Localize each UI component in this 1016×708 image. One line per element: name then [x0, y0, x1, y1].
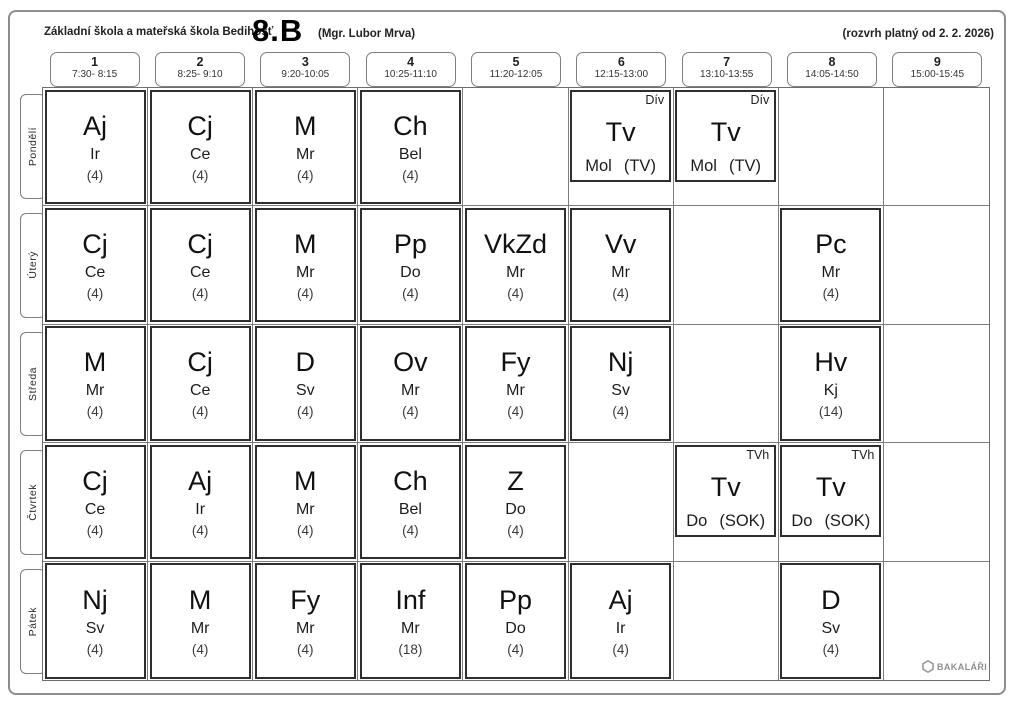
empty-cell	[674, 206, 779, 324]
lesson-subject: Hv	[814, 347, 848, 378]
lesson-teacher: Ir	[615, 619, 626, 637]
lesson-room: (4)	[86, 641, 104, 657]
lesson-subject: Tv	[710, 472, 741, 503]
period-header-2	[155, 52, 245, 87]
lesson-card	[45, 90, 146, 204]
lesson-card	[255, 326, 356, 440]
lesson-subject: Ch	[393, 465, 428, 496]
lesson-teacher: Ce	[189, 145, 211, 163]
empty-cell	[884, 206, 989, 324]
period-time: 9:20-10:05	[281, 69, 330, 80]
lesson-teacher-room	[686, 512, 765, 531]
lesson-teacher: Mr	[295, 619, 315, 637]
period-header-5	[471, 52, 561, 87]
lesson-teacher: Mol	[585, 157, 612, 176]
hexagon-icon	[922, 660, 934, 673]
class-teacher: (Mgr. Lubor Mrva)	[318, 28, 416, 40]
lesson-teacher: Do	[505, 619, 526, 637]
lesson-subject: Pp	[498, 584, 532, 615]
grid-cell	[674, 88, 779, 206]
lesson-card	[255, 563, 356, 678]
day-label-text: Pátek	[27, 606, 39, 637]
lesson-card	[150, 445, 251, 559]
period-time: 10:25-11:10	[384, 69, 437, 80]
lesson-subject: Pc	[815, 229, 847, 260]
lesson-teacher: Mr	[85, 382, 105, 400]
logo-text: BAKALÁŘI	[937, 661, 988, 672]
lesson-card	[360, 563, 461, 678]
lesson-teacher: Do	[505, 500, 526, 518]
lesson-subject: Aj	[188, 465, 213, 496]
lesson-card	[360, 208, 461, 322]
lesson-teacher: Sv	[821, 619, 841, 637]
empty-cell	[463, 88, 568, 206]
lesson-card	[360, 445, 461, 559]
grid-cell	[463, 443, 568, 561]
grid-cell	[148, 206, 253, 324]
lesson-room: (4)	[191, 641, 209, 657]
grid-cell	[148, 443, 253, 561]
lesson-subject: Z	[507, 465, 524, 496]
grid-cell	[253, 443, 358, 561]
lesson-room: (4)	[86, 404, 104, 420]
lesson-subject: M	[83, 347, 107, 378]
lesson-subject: Fy	[500, 347, 531, 378]
lesson-card	[255, 208, 356, 322]
grid-cell	[569, 88, 674, 206]
grid-cell	[674, 443, 779, 561]
period-number: 9	[933, 55, 941, 69]
lesson-subject: Nj	[82, 584, 108, 615]
lesson-room: (4)	[297, 404, 314, 420]
lesson-room: (4)	[297, 286, 314, 302]
lesson-room: (SOK)	[719, 512, 766, 531]
empty-cell	[779, 88, 884, 206]
lesson-subject: Cj	[187, 229, 213, 260]
lesson-room: (SOK)	[824, 512, 871, 531]
lesson-card	[255, 90, 356, 204]
lesson-teacher: Bel	[398, 500, 422, 518]
lesson-teacher: Mr	[190, 619, 210, 637]
lesson-subject: Cj	[187, 110, 213, 141]
lesson-room: (14)	[818, 404, 843, 420]
lesson-card	[150, 326, 251, 440]
grid-cell	[148, 562, 253, 680]
period-time: 15:00-15:45	[910, 69, 965, 80]
empty-cell	[569, 443, 674, 561]
lesson-card	[780, 445, 881, 538]
grid-cell	[569, 325, 674, 443]
lesson-teacher: Ce	[84, 500, 106, 518]
lesson-teacher: Mr	[401, 619, 420, 637]
lesson-room: (4)	[612, 404, 629, 420]
grid-cell	[779, 206, 884, 324]
period-header-8	[787, 52, 877, 87]
period-time: 8:25- 9:10	[177, 69, 223, 80]
lesson-card	[45, 326, 146, 440]
empty-cell	[674, 325, 779, 443]
lesson-room: (4)	[822, 286, 840, 302]
lesson-card	[570, 208, 671, 322]
period-header-1	[50, 52, 140, 87]
lesson-room: (4)	[612, 641, 629, 657]
lesson-teacher: Kj	[823, 382, 838, 400]
lesson-card	[465, 208, 566, 322]
lesson-teacher-room	[585, 157, 656, 176]
lesson-teacher: Sv	[85, 619, 105, 637]
lesson-subject: Tv	[605, 116, 636, 147]
lesson-card	[780, 208, 881, 322]
lesson-room: (4)	[507, 286, 524, 302]
lesson-teacher: Do	[791, 512, 813, 531]
lesson-card	[360, 90, 461, 204]
grid-cell	[253, 562, 358, 680]
grid-cell	[358, 206, 463, 324]
period-number: 8	[828, 55, 836, 69]
lesson-subject: Fy	[290, 584, 321, 615]
lesson-card	[45, 208, 146, 322]
lesson-card	[570, 326, 671, 440]
lesson-teacher: Mol	[690, 157, 717, 176]
lesson-card	[45, 445, 146, 559]
grid-cell	[569, 206, 674, 324]
lesson-group: TVh	[851, 447, 875, 462]
period-number: 5	[512, 55, 520, 69]
lesson-subject: Ov	[393, 347, 428, 378]
lesson-teacher: Do	[400, 264, 421, 282]
grid-cell	[358, 562, 463, 680]
grid-cell	[779, 325, 884, 443]
lesson-teacher: Ir	[90, 145, 100, 163]
lesson-teacher: Do	[686, 512, 708, 531]
empty-cell	[674, 562, 779, 680]
lesson-room: (4)	[822, 641, 840, 657]
period-header-7	[682, 52, 772, 87]
lesson-room: (4)	[86, 522, 104, 538]
lesson-room: (4)	[191, 404, 209, 420]
lesson-room: (4)	[402, 522, 419, 538]
grid-cell	[43, 88, 148, 206]
period-number: 4	[407, 55, 415, 69]
grid-cell	[43, 325, 148, 443]
lesson-card	[780, 326, 881, 440]
lesson-room: (TV)	[728, 157, 762, 176]
lesson-subject: Cj	[82, 465, 108, 496]
lesson-card	[45, 563, 146, 678]
grid-cell	[43, 562, 148, 680]
lesson-teacher: Mr	[611, 264, 630, 282]
lesson-card	[780, 563, 881, 678]
lesson-room: (4)	[402, 167, 419, 183]
grid-cell	[253, 325, 358, 443]
lesson-room: (4)	[191, 286, 209, 302]
lesson-room: (4)	[507, 522, 524, 538]
lesson-subject: Ch	[393, 110, 428, 141]
lesson-card	[255, 445, 356, 559]
period-header-6	[576, 52, 666, 87]
lesson-card	[150, 90, 251, 204]
lesson-room: (4)	[297, 167, 314, 183]
lesson-subject: D	[821, 584, 841, 615]
lesson-room: (4)	[297, 522, 314, 538]
lesson-room: (18)	[398, 641, 423, 657]
lesson-card	[465, 563, 566, 678]
day-label-text: Čtvrtek	[27, 484, 39, 522]
lesson-teacher: Ce	[189, 382, 211, 400]
period-time: 12:15-13:00	[594, 69, 649, 80]
grid-cell	[463, 325, 568, 443]
lesson-room: (4)	[86, 167, 104, 183]
day-label-text: Středa	[27, 367, 39, 401]
period-number: 3	[301, 55, 309, 69]
grid-cell	[779, 443, 884, 561]
lesson-teacher: Mr	[821, 264, 841, 282]
lesson-subject: Tv	[815, 472, 846, 503]
period-header-9	[892, 52, 982, 87]
school-name: Základní škola a mateřská škola Bedihošť	[44, 26, 274, 38]
lesson-subject: M	[294, 110, 317, 141]
lesson-room: (4)	[507, 641, 524, 657]
lesson-card	[150, 208, 251, 322]
period-number: 6	[617, 55, 625, 69]
lesson-teacher-room	[690, 157, 761, 176]
lesson-teacher: Mr	[295, 500, 315, 518]
lesson-card	[675, 90, 776, 183]
lesson-subject: Aj	[608, 584, 633, 615]
lesson-card	[465, 326, 566, 440]
lesson-subject: Cj	[82, 229, 108, 260]
class-name: 8.B	[252, 13, 304, 48]
lesson-group: Dív	[750, 92, 770, 107]
grid-cell	[463, 206, 568, 324]
lesson-room: (4)	[191, 522, 209, 538]
lesson-subject: Vv	[604, 229, 637, 260]
lesson-room: (4)	[402, 404, 419, 420]
period-time: 14:05-14:50	[805, 69, 859, 80]
grid-cell	[43, 206, 148, 324]
validity-note: (rozvrh platný od 2. 2. 2026)	[842, 28, 994, 40]
lesson-subject: VkZd	[483, 229, 547, 260]
grid-cell	[253, 88, 358, 206]
lesson-teacher: Sv	[295, 382, 315, 400]
lesson-room: (4)	[297, 641, 314, 657]
lesson-teacher: Bel	[398, 145, 422, 163]
lesson-subject: Pp	[393, 229, 427, 260]
lesson-room: (4)	[402, 286, 419, 302]
lesson-teacher: Sv	[611, 382, 630, 400]
timetable-grid	[42, 87, 990, 681]
lesson-card	[360, 326, 461, 440]
lesson-subject: D	[295, 347, 316, 378]
grid-cell	[253, 206, 358, 324]
lesson-subject: M	[294, 465, 317, 496]
lesson-teacher: Ce	[189, 264, 211, 282]
grid-cell	[358, 325, 463, 443]
empty-cell	[884, 325, 989, 443]
lesson-card	[675, 445, 776, 538]
grid-cell	[148, 88, 253, 206]
grid-cell	[463, 562, 568, 680]
empty-cell	[884, 443, 989, 561]
lesson-teacher: Ce	[84, 264, 106, 282]
lesson-room: (4)	[191, 167, 209, 183]
grid-cell	[358, 443, 463, 561]
grid-cell	[43, 443, 148, 561]
lesson-card	[150, 563, 251, 678]
period-header-3	[260, 52, 350, 87]
lesson-subject: Tv	[710, 116, 741, 147]
bakalari-logo	[922, 660, 987, 673]
grid-cell	[358, 88, 463, 206]
lesson-teacher: Mr	[295, 264, 315, 282]
lesson-teacher: Mr	[401, 382, 420, 400]
lesson-subject: Cj	[187, 347, 213, 378]
lesson-teacher-room	[791, 512, 870, 531]
lesson-subject: Aj	[83, 110, 108, 141]
lesson-teacher: Ir	[195, 500, 206, 518]
lesson-subject: Nj	[607, 347, 634, 378]
empty-cell	[884, 88, 989, 206]
lesson-subject: Inf	[395, 584, 426, 615]
period-time: 11:20-12:05	[489, 69, 543, 80]
lesson-room: (4)	[612, 286, 629, 302]
period-time: 7:30- 8:15	[72, 69, 118, 80]
lesson-card	[570, 90, 671, 183]
grid-cell	[779, 562, 884, 680]
period-number: 1	[91, 55, 99, 69]
lesson-teacher: Mr	[506, 382, 525, 400]
grid-cell	[569, 562, 674, 680]
lesson-group: TVh	[746, 447, 770, 462]
lesson-subject: M	[294, 229, 317, 260]
lesson-card	[570, 563, 671, 678]
day-label-text: Pondělí	[27, 126, 39, 166]
grid-cell	[148, 325, 253, 443]
lesson-group: Dív	[645, 92, 665, 107]
lesson-teacher: Mr	[506, 264, 525, 282]
period-number: 2	[196, 55, 204, 69]
lesson-room: (4)	[86, 286, 104, 302]
lesson-room: (4)	[507, 404, 524, 420]
period-number: 7	[723, 55, 731, 69]
period-time: 13:10-13:55	[699, 69, 754, 80]
period-header-4	[366, 52, 456, 87]
lesson-subject: M	[188, 584, 212, 615]
lesson-room: (TV)	[623, 157, 656, 176]
day-label-text: Úterý	[27, 251, 39, 279]
lesson-teacher: Mr	[295, 145, 315, 163]
lesson-card	[465, 445, 566, 559]
